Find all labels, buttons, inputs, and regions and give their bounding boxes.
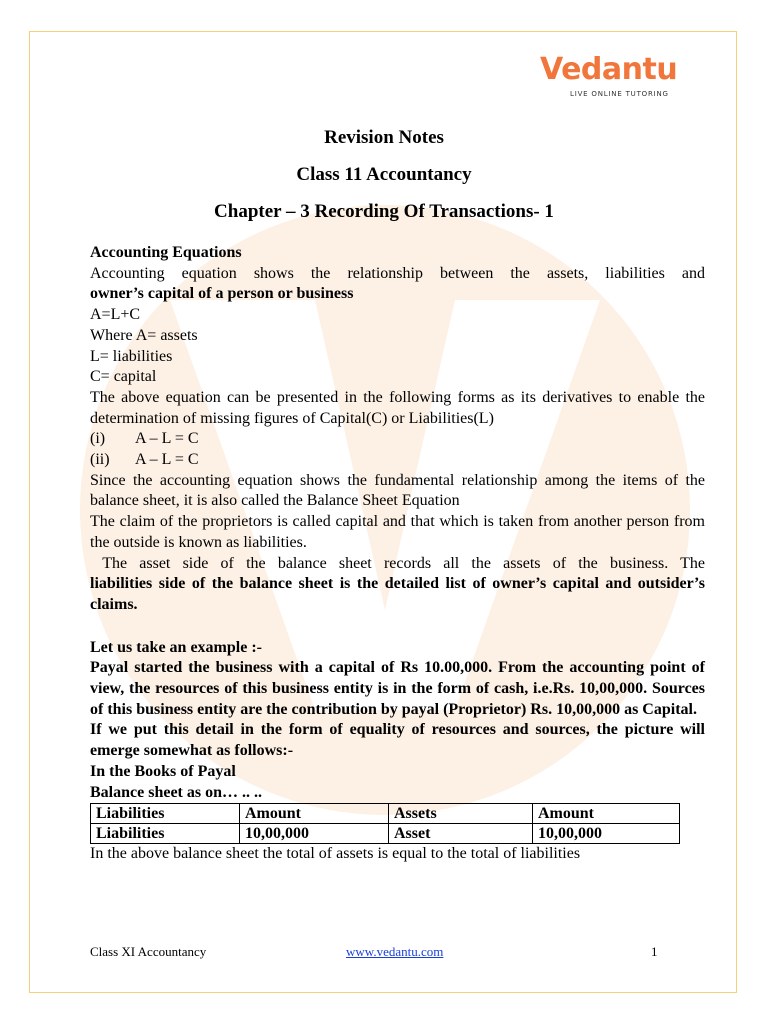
- derivative-item: [90, 429, 705, 450]
- balance-equation-text: Since the accounting equation shows the fundamental relationship among the items of the balance sheet, it is also called the Balance Sheet Equation: [90, 471, 705, 510]
- liabilities-side-text: liabilities side of the balance sheet is the detailed list of owner’s capital and outsider’s claims.: [90, 575, 705, 613]
- derivative-equation: A – L = C: [135, 451, 199, 469]
- intro-bold-text: owner’s capital of a person or business: [90, 285, 354, 303]
- table-cell: Asset: [389, 824, 533, 844]
- conclusion-text: In the above balance sheet the total of assets is equal to the total of liabilities: [90, 845, 581, 863]
- derivative-number: (ii): [90, 451, 110, 469]
- table-header-cell: Assets: [389, 804, 533, 824]
- table-header-row: [91, 804, 680, 824]
- derivative-number: (i): [90, 430, 106, 448]
- logo-tagline: LIVE ONLINE TUTORING: [570, 90, 669, 98]
- logo-wordmark: Vedantu: [540, 52, 678, 87]
- balance-sheet-title: Balance sheet as on… .. ..: [90, 783, 262, 801]
- main-content: [90, 243, 705, 865]
- derivatives-text: The above equation can be presented in the following forms as its derivatives to enable the determination of missing figures of Capital(C) or Liabilities(L): [90, 388, 705, 427]
- derivative-equation: A – L = C: [135, 430, 199, 448]
- table-header-cell: Amount: [533, 804, 680, 824]
- table-cell: 10,00,000: [533, 824, 680, 844]
- class-title: Class 11 Accountancy: [296, 164, 472, 185]
- vedantu-logo[interactable]: [540, 52, 680, 102]
- footer-website-link[interactable]: www.vedantu.com: [346, 944, 444, 959]
- table-cell: 10,00,000: [240, 824, 389, 844]
- example-paragraph-2: If we put this detail in the form of equality of resources and sources, the picture will emerge somewhat as follows:-: [90, 721, 705, 760]
- table-header-cell: Liabilities: [91, 804, 240, 824]
- chapter-title: Chapter – 3 Recording Of Transactions- 1: [214, 201, 554, 222]
- books-title: In the Books of Payal: [90, 762, 236, 780]
- claim-text: The claim of the proprietors is called capital and that which is taken from another person from the outside is known as liabilities.: [90, 513, 705, 551]
- asset-side-text: The asset side of the balance sheet records all the assets of the business. The: [90, 554, 705, 572]
- balance-sheet-table: [90, 803, 680, 844]
- equation: A=L+C: [90, 306, 141, 324]
- page-number: 1: [651, 944, 658, 959]
- table-header-cell: Amount: [240, 804, 389, 824]
- derivative-item: [90, 450, 705, 471]
- table-cell: Liabilities: [91, 824, 240, 844]
- l-definition: L= liabilities: [90, 347, 173, 365]
- footer-left: Class XI Accountancy: [90, 944, 207, 959]
- example-paragraph-1: Payal started the business with a capital of Rs 10.00,000. From the accounting point of view, the resources of this business entity is in the form of cash, i.e.Rs. 10,00,000. Sources of this business entity are the contribution by payal (Proprietor) Rs. 10,00,000 as Capital.: [90, 659, 705, 718]
- table-row: [91, 824, 680, 844]
- where-a: Where A= assets: [90, 326, 198, 344]
- section-title: Accounting Equations: [90, 244, 242, 261]
- page-title: Revision Notes: [324, 127, 444, 148]
- example-heading: Let us take an example :-: [90, 638, 262, 656]
- intro-text: Accounting equation shows the relationship between the assets, liabilities and: [90, 264, 705, 282]
- c-definition: C= capital: [90, 368, 157, 386]
